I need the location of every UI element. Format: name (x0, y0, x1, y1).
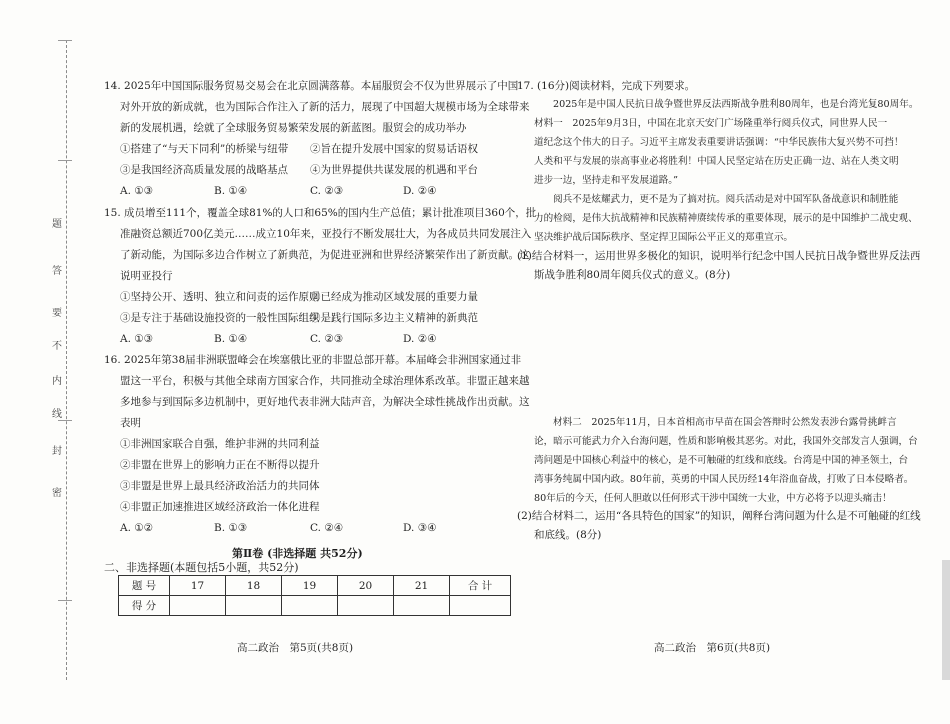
statement-item: ④是践行国际多边主义精神的新典范 (310, 312, 478, 324)
table-header-cell: 17 (170, 576, 226, 596)
option-d: D. ②④ (403, 333, 437, 345)
material-1-text: 人类和平与发展的崇高事业必将胜利！中国人民坚定站在历史正确一边、站在人类文明 (534, 156, 899, 167)
option-b: B. ①④ (214, 333, 248, 345)
table-row-label: 得 分 (119, 596, 170, 616)
table-header-cell: 21 (394, 576, 450, 596)
statement-item: ④为世界提供共谋发展的机遇和平台 (310, 164, 478, 176)
question-text: 了新动能，为国际多边合作树立了新典范，为促进亚洲和世界经济繁荣作出了新贡献。这 (120, 249, 530, 261)
material-2-text: 湾问题是中国核心利益中的核心，是不可触碰的红线和底线。台湾是中国的神圣领土，台 (534, 455, 909, 466)
score-cell[interactable] (338, 596, 394, 616)
table-header-cell: 题 号 (119, 576, 170, 596)
table-header-cell: 18 (226, 576, 282, 596)
edge-tick (58, 420, 72, 421)
sub-question-2: 和底线。(8分) (534, 529, 602, 541)
edge-tick (58, 160, 72, 161)
material-1-text: 力的检阅，是伟大抗战精神和民族精神赓续传承的重要体现，展示的是中国维护二战史观、 (534, 213, 918, 224)
scan-edge-shadow (942, 560, 950, 680)
statement-item: ②旨在提升发展中国家的贸易话语权 (310, 143, 478, 155)
statement-item: ①坚持公开、透明、独立和问责的运作原则 (120, 291, 320, 303)
option-c: C. ②③ (310, 333, 344, 345)
material-1-text: 进步一边，坚持走和平发展道路。” (534, 175, 679, 186)
page-footer-left: 高二政治 第5页(共8页) (237, 642, 354, 654)
question-text: 多地参与到国际多边机制中，更好地代表非洲大陆声音，为解决全球性挑战作出贡献。这 (120, 396, 530, 408)
question-text: 准融资总额近700亿美元……成立10年来，亚投行不断发展壮大，为各成员共同发展注入 (120, 228, 532, 240)
question-text: 对外开放的新成就，也为国际合作注入了新的活力，展现了中国超大规模市场为全球带来 (120, 101, 530, 113)
binding-char: 封 (52, 446, 62, 457)
score-cell[interactable] (450, 596, 511, 616)
question-text: 15. 成员增至111个，覆盖全球81%的人口和65%的国内生产总值；累计批准项目360个，批 (104, 207, 537, 219)
option-c: C. ②④ (310, 522, 344, 534)
table-header-cell: 19 (282, 576, 338, 596)
statement-item: ③非盟是世界上最具经济政治活力的共同体 (120, 480, 320, 492)
sub-question-2: (2)结合材料二，运用“各具特色的国家”的知识，阐释台湾问题为什么是不可触碰的红线 (517, 510, 921, 522)
binding-char: 内 (52, 376, 62, 387)
question-text: 表明 (120, 417, 141, 429)
page-footer-right: 高二政治 第6页(共8页) (654, 642, 771, 654)
part2-title: 第Ⅱ卷 (非选择题 共52分) (232, 547, 363, 560)
material-1-text: 坚决维护战后国际秩序、坚定捍卫国际公平正义的郑重宣示。 (534, 232, 794, 243)
option-b: B. ①④ (214, 185, 248, 197)
material-2-text: 材料二 2025年11月，日本首相高市早苗在国会答辩时公然发表涉台露骨挑衅言 (553, 417, 897, 428)
material-1-text: 道纪念这个伟大的日子。习近平主席发表重要讲话强调：“中华民族伟大复兴势不可挡！ (534, 137, 904, 148)
option-d: D. ②④ (403, 185, 437, 197)
option-b: B. ①③ (214, 522, 248, 534)
binding-char: 题 (52, 219, 62, 230)
edge-tick (58, 600, 72, 601)
table-header-cell: 20 (338, 576, 394, 596)
score-table (118, 575, 511, 616)
sub-question-1: 斯战争胜利80周年阅兵仪式的意义。(8分) (534, 269, 731, 281)
table-header-cell: 合 计 (450, 576, 511, 596)
option-a: A. ①② (120, 522, 154, 534)
option-c: C. ②③ (310, 185, 344, 197)
sub-question-1: (1)结合材料一，运用世界多极化的知识，说明举行纪念中国人民抗日战争暨世界反法西 (517, 250, 921, 262)
edge-tick (58, 40, 72, 41)
question-text: 说明亚投行 (120, 270, 173, 282)
material-1-text: 材料一 2025年9月3日，中国在北京天安门广场隆重举行阅兵仪式，同世界人民一 (534, 118, 888, 129)
option-d: D. ③④ (403, 522, 437, 534)
score-cell[interactable] (226, 596, 282, 616)
score-cell[interactable] (282, 596, 338, 616)
statement-item: ②非盟在世界上的影响力正在不断得以提升 (120, 459, 320, 471)
binding-char: 答 (52, 266, 62, 277)
table-row (119, 576, 511, 596)
question-head: 17. (16分)阅读材料，完成下列要求。 (517, 80, 696, 92)
question-text: 14. 2025年中国国际服务贸易交易会在北京圆满落幕。本届服贸会不仅为世界展示了中国 (104, 80, 519, 92)
table-row (119, 596, 511, 616)
option-a: A. ①③ (120, 185, 154, 197)
binding-char: 密 (52, 488, 62, 499)
binding-char: 要 (52, 308, 62, 319)
material-intro: 2025年是中国人民抗日战争暨世界反法西斯战争胜利80周年，也是台湾光复80周年。 (553, 99, 919, 110)
statement-item: ②已经成为推动区域发展的重要力量 (310, 291, 478, 303)
material-2-text: 湾事务纯属中国内政。80年前，英勇的中国人民历经14年浴血奋战，打败了日本侵略者。 (534, 474, 914, 485)
binding-line (66, 40, 67, 680)
statement-item: ①非洲国家联合自强，维护非洲的共同利益 (120, 438, 320, 450)
material-2-text: 80年后的今天，任何人胆敢以任何形式干涉中国统一大业，中方必将予以迎头痛击！ (534, 493, 892, 504)
option-a: A. ①③ (120, 333, 154, 345)
question-text: 盟这一平台，积极与其他全球南方国家合作，共同推动全球治理体系改革。非盟正越来越 (120, 375, 530, 387)
binding-char: 线 (52, 409, 62, 420)
question-text: 16. 2025年第38届非洲联盟峰会在埃塞俄比亚的非盟总部开幕。本届峰会非洲国家通过非 (104, 354, 522, 366)
score-cell[interactable] (170, 596, 226, 616)
statement-item: ③是我国经济高质量发展的战略基点 (120, 164, 288, 176)
question-text: 新的发展机遇，绘就了全球服务贸易繁荣发展的新蓝图。服贸会的成功举办 (120, 122, 467, 134)
material-1-text: 阅兵不是炫耀武力，更不是为了搞对抗。阅兵活动是对中国军队备战意识和制胜能 (553, 194, 899, 205)
score-cell[interactable] (394, 596, 450, 616)
statement-item: ①搭建了“与天下同利”的桥梁与纽带 (120, 143, 289, 155)
material-2-text: 论，暗示可能武力介入台海问题，性质和影响极其恶劣。对此，我国外交部发言人强调，台 (534, 436, 918, 447)
binding-char: 不 (52, 341, 62, 352)
statement-item: ③是专注于基础设施投资的一般性国际组织 (120, 312, 320, 324)
statement-item: ④非盟正加速推进区域经济政治一体化进程 (120, 501, 320, 513)
section2-title: 二、非选择题(本题包括5小题，共52分) (104, 561, 299, 574)
